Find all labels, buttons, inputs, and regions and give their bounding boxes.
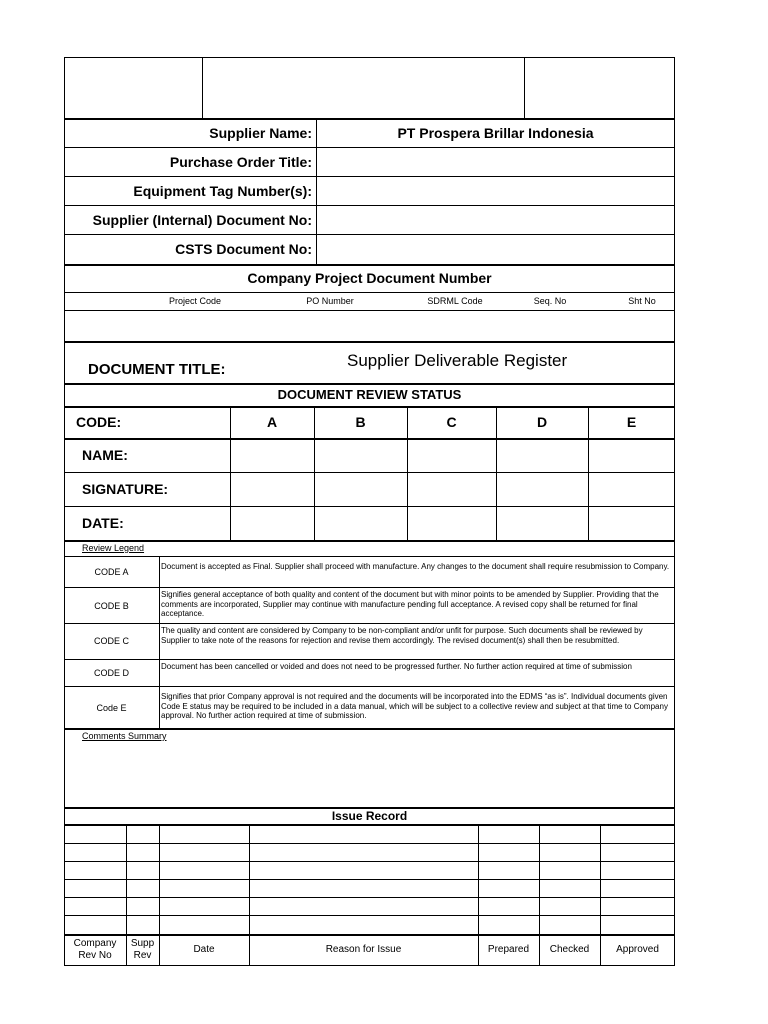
row-line: [64, 843, 675, 844]
row-line: [64, 587, 675, 588]
row-line: [64, 879, 675, 880]
legend-text-b: Signifies general acceptance of both quality and content of the document but with minor points to be amended by Supplier. Providing that the comments are incorporated, Supplier may continue with manufacture pending full acceptance. A revised copy shall be returned for final acceptance.: [161, 590, 659, 618]
code-label: CODE:: [76, 414, 122, 430]
tag-number-label: Equipment Tag Number(s):: [133, 183, 312, 199]
row-line: [64, 205, 675, 206]
header-supp-rev: Supp Rev: [130, 938, 155, 961]
row-line: [64, 310, 675, 311]
row-line: [64, 556, 675, 557]
code-b: B: [355, 414, 366, 430]
row-line: [64, 176, 675, 177]
row-line: [64, 341, 675, 343]
legend-text-e: Signifies that prior Company approval is not required and the documents will be incorporated into the EDMS “as is”. Individual documents given Code E status may be required to be included in a data manual, which will be subject to a collective review and subject at that time to Company approval. No further action required at time of submission.: [161, 692, 668, 720]
csts-doc-label: CSTS Document No:: [175, 241, 312, 257]
row-line: [64, 897, 675, 898]
header-prepared: Prepared: [487, 944, 530, 955]
col-line: [159, 556, 160, 728]
row-line: [64, 506, 675, 507]
code-e: E: [626, 414, 637, 430]
legend-text-a: Document is accepted as Final. Supplier shall proceed with manufacture. Any changes to the document shall require resubmission to Company.: [161, 562, 670, 571]
project-doc-title: Company Project Document Number: [247, 270, 492, 286]
row-line: [64, 438, 675, 440]
document-title-label: DOCUMENT TITLE:: [88, 361, 226, 378]
row-line: [64, 686, 675, 687]
header-company-rev: Company Rev No: [73, 938, 117, 961]
legend-code-c: CODE C: [93, 636, 129, 646]
po-number-header: PO Number: [306, 296, 354, 306]
comments-summary-title: Comments Summary: [82, 731, 167, 741]
legend-code-e: Code E: [96, 703, 127, 713]
legend-text-c: The quality and content are considered by Company to be non-compliant and/or unfit for purpose. Such documents shall be reviewed by Supplier to take note of the reasons for rejection and revise them accordingly. The revised document(s) shall then be resubmitted.: [161, 626, 643, 645]
seq-no-header: Seq. No: [533, 296, 567, 306]
header-checked: Checked: [549, 944, 590, 955]
row-line: [64, 472, 675, 473]
header-reason: Reason for Issue: [325, 944, 402, 955]
header-date: Date: [193, 944, 215, 955]
row-line: [64, 540, 675, 542]
internal-doc-label: Supplier (Internal) Document No:: [92, 212, 312, 228]
code-c: C: [446, 414, 457, 430]
header-divider: [202, 57, 203, 118]
legend-code-b: CODE B: [94, 601, 129, 611]
legend-code-d: CODE D: [93, 668, 129, 678]
code-d: D: [536, 414, 548, 430]
row-line: [64, 292, 675, 293]
date-label: DATE:: [82, 515, 124, 531]
name-label: NAME:: [82, 447, 128, 463]
row-line: [64, 264, 675, 266]
po-title-label: Purchase Order Title:: [169, 154, 312, 170]
row-line: [64, 861, 675, 862]
project-code-header: Project Code: [168, 296, 222, 306]
row-line: [64, 383, 675, 385]
row-line: [64, 406, 675, 408]
header-bottom-line: [64, 118, 675, 120]
review-status-title: DOCUMENT REVIEW STATUS: [277, 387, 462, 402]
supplier-name-label: Supplier Name:: [209, 125, 312, 141]
row-line: [64, 934, 675, 936]
row-line: [64, 824, 675, 826]
row-line: [64, 915, 675, 916]
code-a: A: [266, 414, 278, 430]
row-line: [64, 623, 675, 624]
signature-label: SIGNATURE:: [82, 481, 169, 497]
supplier-name-value[interactable]: PT Prospera Brillar Indonesia: [397, 125, 594, 141]
header-approved: Approved: [616, 944, 659, 955]
row-line: [64, 234, 675, 235]
row-line: [64, 659, 675, 660]
document-title-value: Supplier Deliverable Register: [347, 351, 568, 370]
row-line: [64, 147, 675, 148]
sdrml-code-header: SDRML Code: [427, 296, 483, 306]
header-divider: [524, 57, 525, 118]
legend-text-d: Document has been cancelled or voided and does not need to be progressed further. No further action required at time of submission: [161, 662, 632, 671]
legend-code-a: CODE A: [94, 567, 129, 577]
issue-record-title: Issue Record: [331, 809, 408, 823]
row-line: [64, 728, 675, 730]
comments-area[interactable]: [66, 745, 673, 805]
review-legend-title: Review Legend: [82, 543, 145, 553]
sht-no-header: Sht No: [628, 296, 656, 306]
